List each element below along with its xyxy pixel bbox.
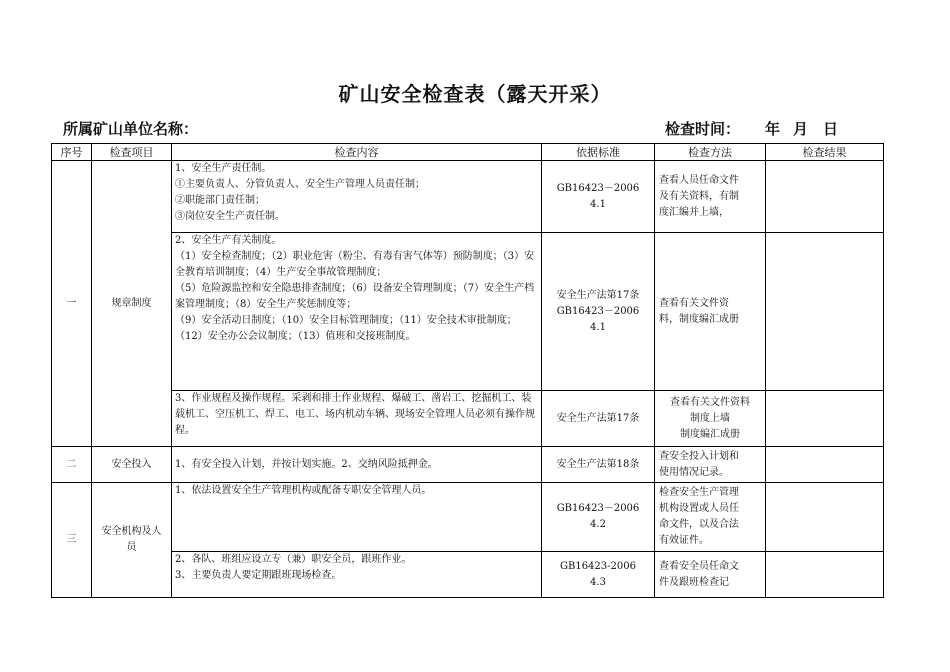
content-cell: 2、各队、班组应设立专（兼）职安全员，跟班作业。 3、主要负责人要定期跟班现场检查。: [172, 552, 542, 598]
method-cell: 检查安全生产管理 机构设置或人员任 命文件，以及合法 有效证件。: [655, 483, 766, 552]
table-row: [52, 447, 884, 483]
result-cell[interactable]: [766, 483, 884, 552]
year-label: 年: [765, 120, 781, 138]
section-no: 三: [52, 483, 92, 598]
result-cell[interactable]: [766, 552, 884, 598]
standard-cell: GB16423-2006 4.3: [542, 552, 655, 598]
header-no: 序号: [52, 144, 92, 161]
result-cell[interactable]: [766, 161, 884, 233]
method-cell: 查看人员任命文件 及有关资料，有制 度汇编并上墙，: [655, 161, 766, 233]
section-no: 二: [52, 447, 92, 483]
header-result: 检查结果: [766, 144, 884, 161]
table-row: [52, 483, 884, 552]
header-item: 检查项目: [92, 144, 172, 161]
page-title: 矿山安全检查表（露天开采）: [338, 82, 612, 106]
result-cell[interactable]: [766, 391, 884, 447]
standard-cell: 安全生产法第17条 GB16423－2006 4.1: [542, 233, 655, 391]
table-header-row: [52, 144, 884, 161]
content-cell: 1、有安全投入计划，并按计划实施。2、交纳风险抵押金。: [172, 447, 542, 483]
section-item: 规章制度: [92, 161, 172, 447]
header-method: 检查方法: [655, 144, 766, 161]
content-cell: 3、作业规程及操作规程。采剥和排土作业规程、爆破工、凿岩工、挖掘机工、装载机工、空压机工、焊工、电工、场内机动车辆、现场安全管理人员必须有操作规程。: [172, 391, 542, 447]
result-cell[interactable]: [766, 233, 884, 391]
inspection-time-label: 检查时间：: [665, 120, 741, 138]
content-cell: 1、依法设置安全生产管理机构或配备专职安全管理人员。: [172, 483, 542, 552]
content-cell: 2、安全生产有关制度。 （1）安全检查制度；（2）职业危害（粉尘、有毒有害气体等）预防制度；（3）安全教育培训制度；（4）生产安全事故管理制度； （5）危险源监控和安全隐患排查制度；（6）设备安全管理制度；（7）安全生产档案管理制度；（8）安全生产奖惩制度等； （9）安全活动日制度；（10）安全目标管理制度；（11）安全技术审批制度；（12）安全办公会议制度；（13）值班和交接班制度。: [172, 233, 542, 391]
mine-unit-label: 所属矿山单位名称：: [63, 120, 199, 138]
method-cell: 查安全投入计划和 使用情况记录。: [655, 447, 766, 483]
checklist-table: [51, 143, 884, 598]
table-row: [52, 233, 884, 391]
section-no: 一: [52, 161, 92, 447]
standard-cell: 安全生产法第18条: [542, 447, 655, 483]
header-standard: 依据标准: [542, 144, 655, 161]
table-row: [52, 391, 884, 447]
standard-cell: 安全生产法第17条: [542, 391, 655, 447]
method-cell: 查看有关文件资料 制度上墙 制度编汇成册: [655, 391, 766, 447]
standard-cell: GB16423－2006 4.1: [542, 161, 655, 233]
month-label: 月: [793, 120, 809, 138]
content-cell: 1、安全生产责任制。 ①主要负责人、分管负责人、安全生产管理人员责任制； ②职能部门责任制； ③岗位安全生产责任制。: [172, 161, 542, 233]
header-content: 检查内容: [172, 144, 542, 161]
method-cell: 查看有关文件资 料，制度编汇成册: [655, 233, 766, 391]
section-item: 安全投入: [92, 447, 172, 483]
table-row: [52, 552, 884, 598]
method-cell: 查看安全员任命文 件及跟班检查记: [655, 552, 766, 598]
standard-cell: GB16423－2006 4.2: [542, 483, 655, 552]
inspection-time: [665, 118, 838, 139]
result-cell[interactable]: [766, 447, 884, 483]
section-item: 安全机构及人员: [92, 483, 172, 598]
day-label: 日: [823, 120, 839, 138]
table-row: [52, 161, 884, 233]
